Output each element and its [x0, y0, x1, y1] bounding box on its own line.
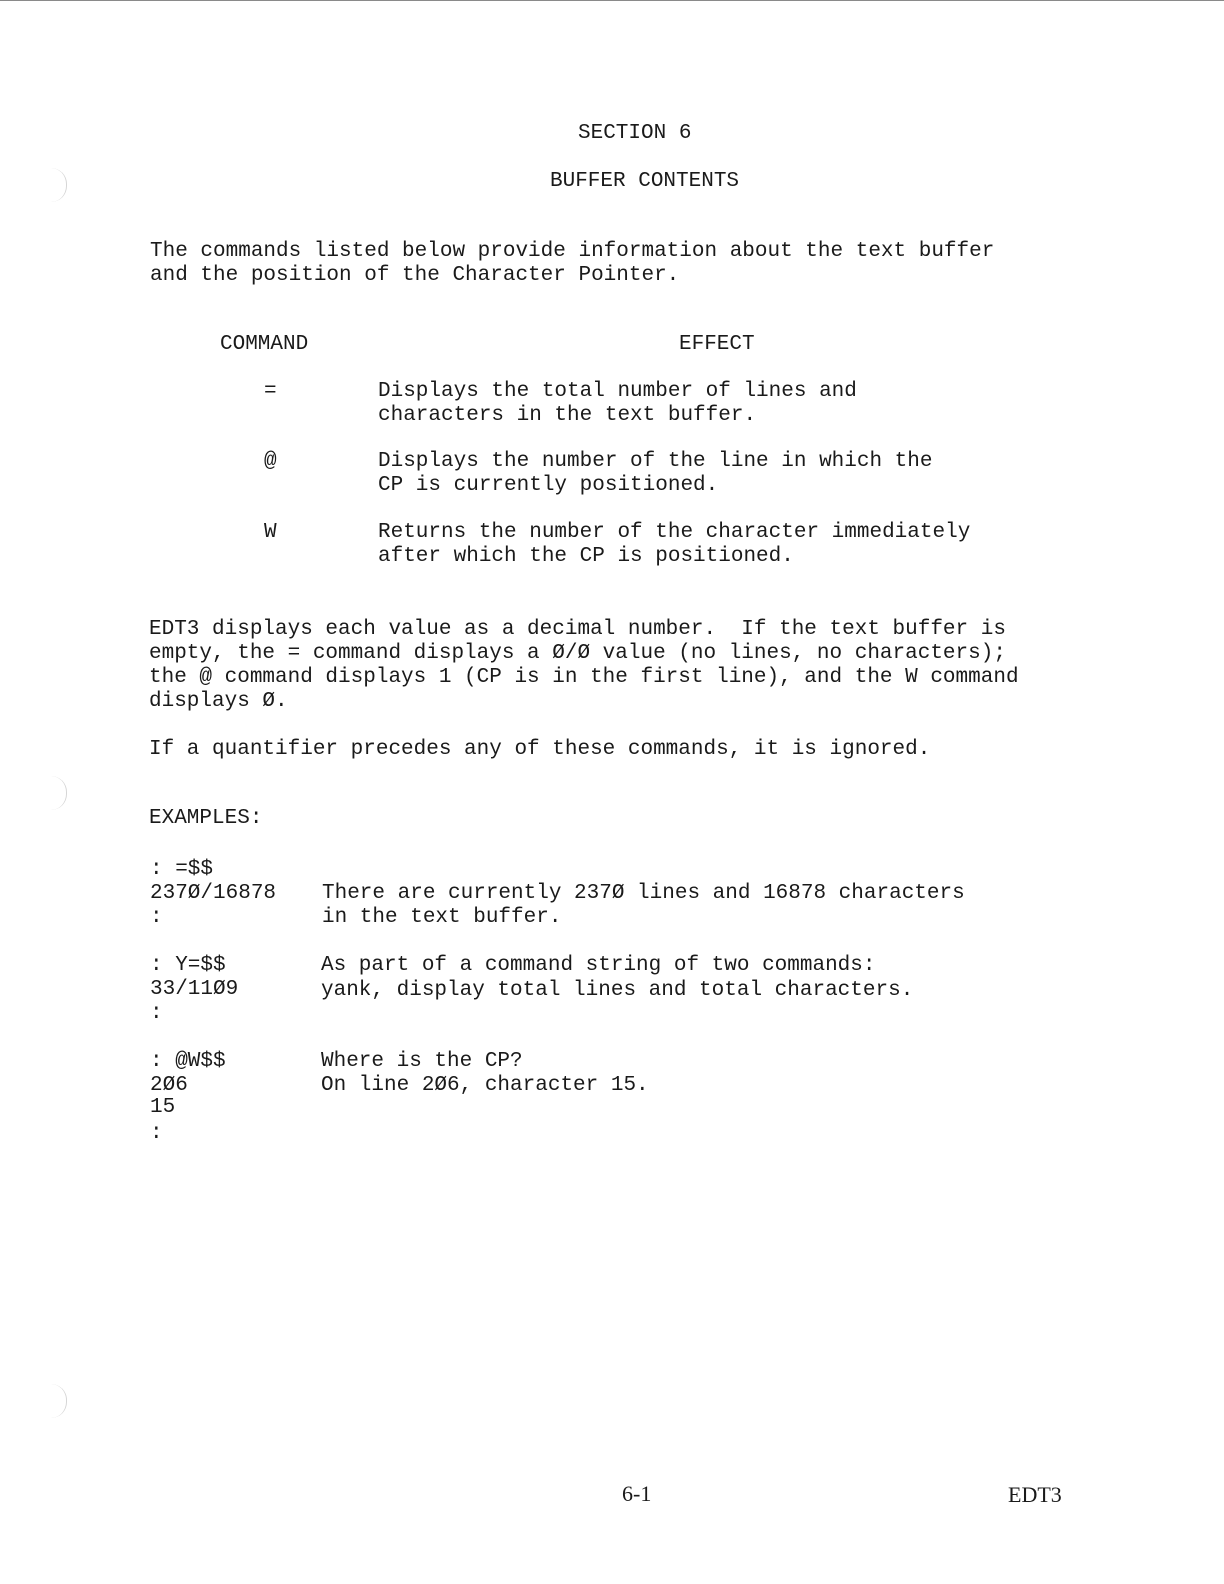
example-terminal-line: 33/11Ø9 — [150, 978, 239, 1001]
example-terminal-line: 15 — [150, 1096, 176, 1119]
example-description: There are currently 237Ø lines and 16878 characters — [322, 882, 965, 905]
table-header-command: COMMAND — [220, 333, 309, 356]
example-terminal-line: : =$$ — [150, 858, 214, 881]
top-rule — [0, 0, 1224, 1]
example-terminal-line: : — [150, 1122, 163, 1145]
example-terminal-line: 2Ø6 — [150, 1074, 188, 1097]
examples-heading: EXAMPLES: — [149, 807, 263, 830]
example-terminal-line: : — [150, 1002, 163, 1025]
example-description: On line 2Ø6, character 15. — [321, 1074, 649, 1097]
example-description: Where is the CP? — [321, 1050, 523, 1073]
example-description: As part of a command string of two commands: — [321, 954, 876, 977]
body-line: If a quantifier precedes any of these commands, it is ignored. — [149, 738, 931, 761]
table-cell-effect: after which the CP is positioned. — [378, 545, 794, 568]
table-header-effect: EFFECT — [679, 333, 755, 356]
document-id: EDT3 — [1008, 1482, 1062, 1507]
table-cell-effect: Displays the total number of lines and — [378, 380, 857, 403]
table-cell-command: = — [264, 380, 277, 403]
example-terminal-line: : — [150, 906, 163, 929]
intro-line: The commands listed below provide information about the text buffer — [150, 240, 995, 263]
page-number: 6-1 — [622, 1481, 652, 1506]
table-cell-effect: characters in the text buffer. — [378, 404, 757, 427]
example-terminal-line: : Y=$$ — [150, 954, 226, 977]
table-cell-command: W — [264, 521, 277, 544]
example-description: yank, display total lines and total characters. — [321, 979, 914, 1002]
example-description: in the text buffer. — [322, 906, 562, 929]
page-title: BUFFER CONTENTS — [550, 170, 740, 193]
intro-line: and the position of the Character Pointer. — [150, 264, 680, 287]
example-terminal-line: 237Ø/16878 — [150, 882, 277, 905]
margin-punch-mark — [44, 1384, 67, 1418]
margin-punch-mark — [44, 168, 67, 202]
body-line: displays Ø. — [149, 690, 288, 713]
body-line: the @ command displays 1 (CP is in the first line), and the W command — [149, 666, 1019, 689]
margin-punch-mark — [44, 776, 67, 810]
example-terminal-line: : @W$$ — [150, 1050, 226, 1073]
table-cell-command: @ — [264, 450, 277, 473]
table-cell-effect: Returns the number of the character immediately — [378, 521, 971, 544]
table-cell-effect: CP is currently positioned. — [378, 474, 719, 497]
body-line: EDT3 displays each value as a decimal number. If the text buffer is — [149, 618, 1006, 641]
table-cell-effect: Displays the number of the line in which the — [378, 450, 933, 473]
body-line: empty, the = command displays a Ø/Ø value (no lines, no characters); — [149, 642, 1006, 665]
section-heading: SECTION 6 — [578, 122, 692, 145]
